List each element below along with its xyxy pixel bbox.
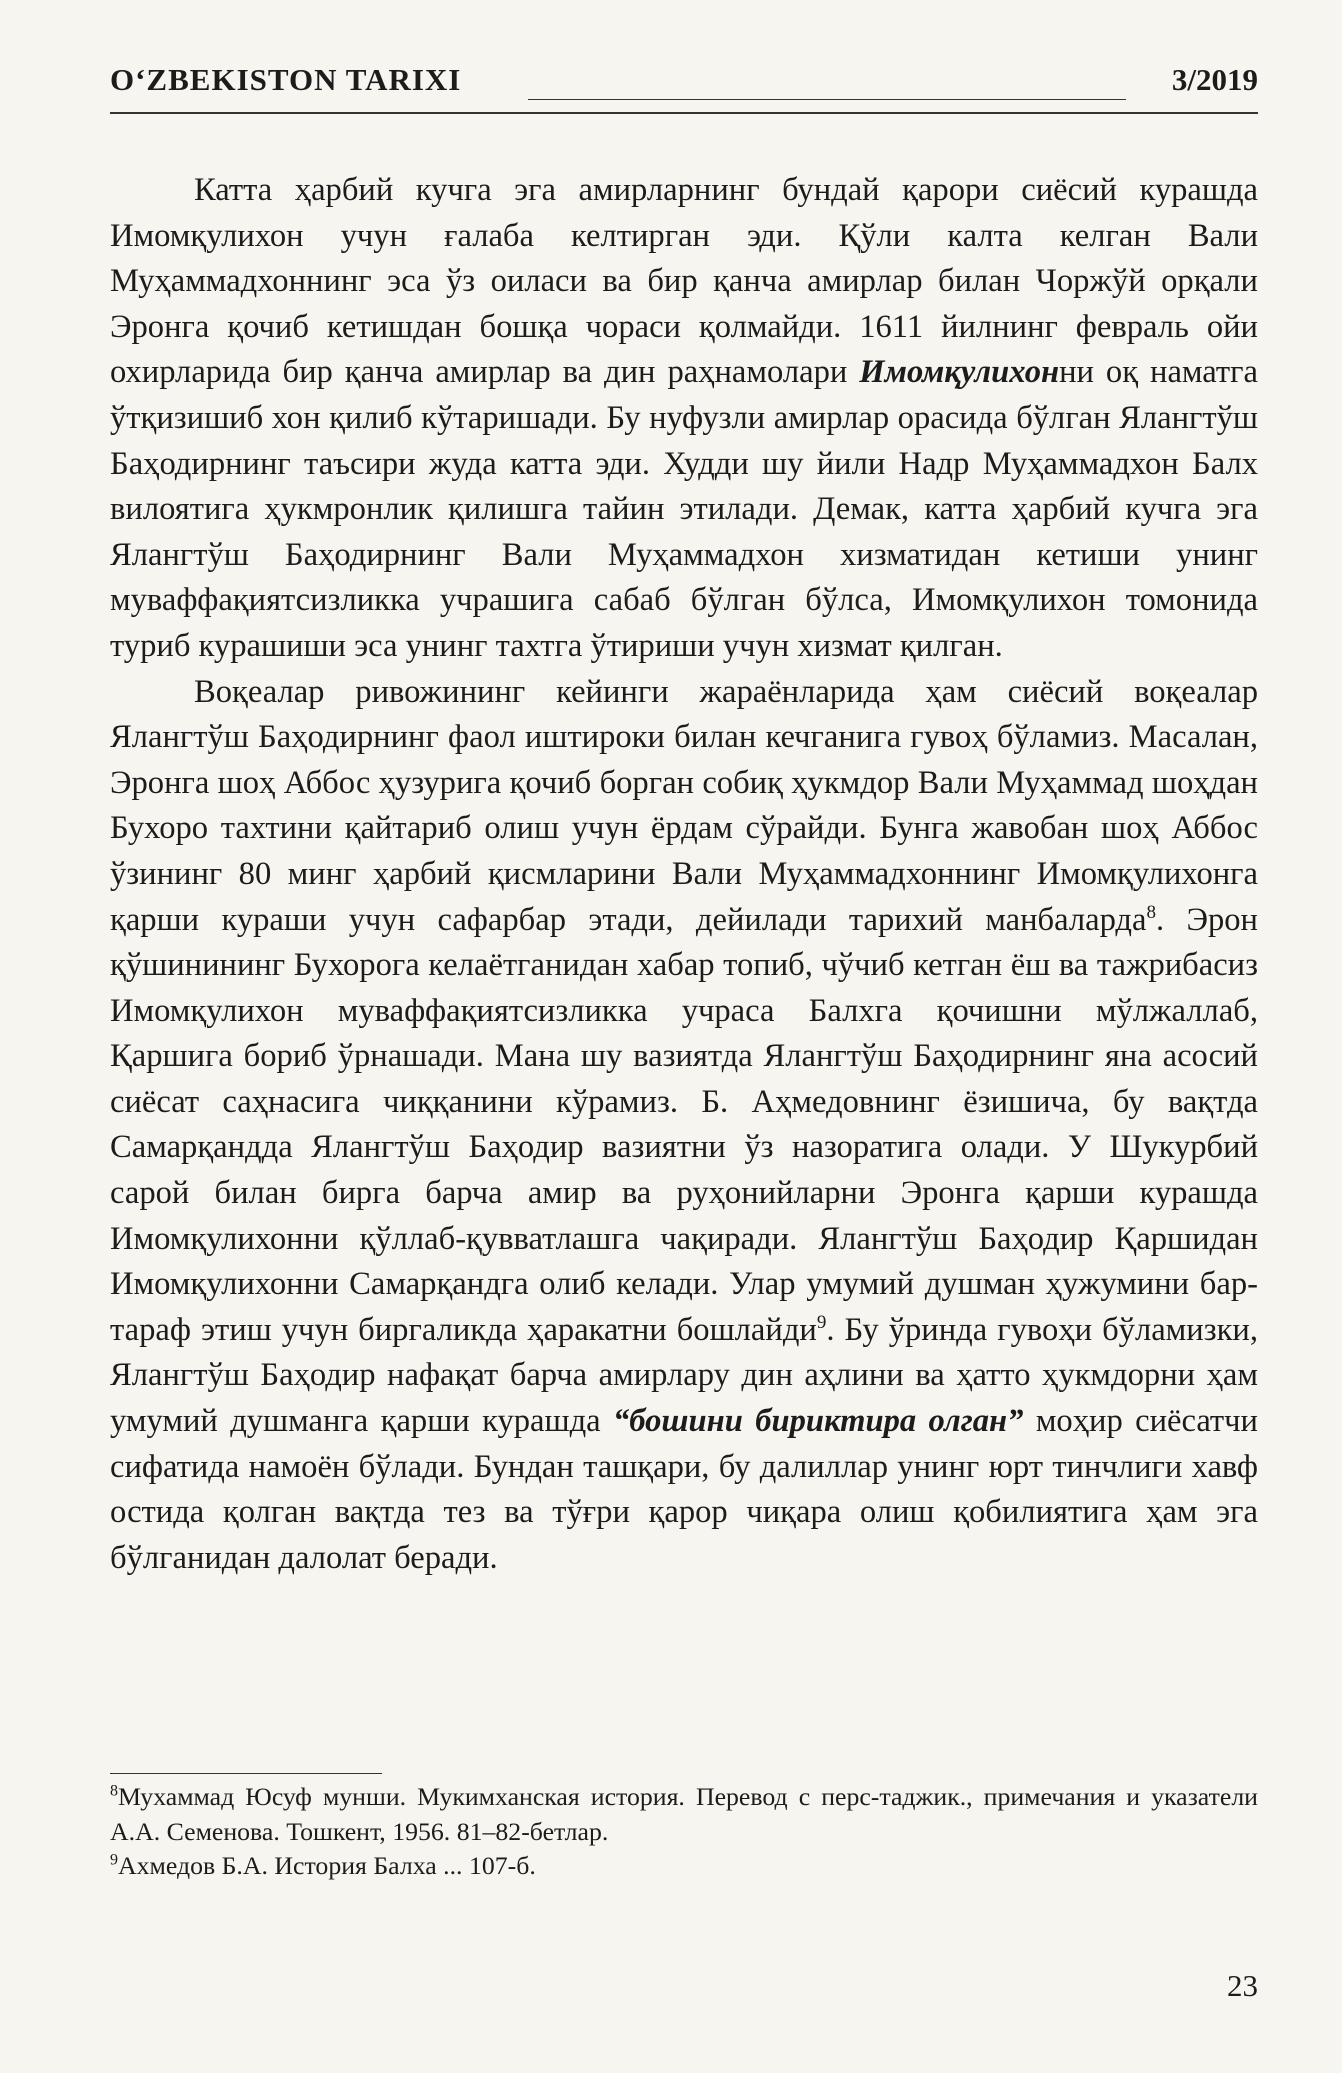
article-body xyxy=(110,168,1258,1581)
paragraph-text: Катта ҳарбий кучга эга амирларнинг бундай қарори сиёсий курашда Имомқулихон учун ғалаба келтирган эди. Қўли калта келган Вали Муҳаммадхоннинг эса ўз оиласи ва бир қанча амирлар билан Чоржўй орқали Эронга қочиб кетишдан бошқа чораси қолмайди. 1611 йилнинг февраль ойи охирларида бир қанча амирлар ва дин раҳнамолари xyxy=(110,172,1258,391)
footnote-ref-8[interactable]: 8 xyxy=(1146,901,1156,923)
footnote-ref-9[interactable]: 9 xyxy=(816,1311,827,1333)
paragraph-text: . Эрон қўшинининг Бухорога келаётганидан хабар топиб, чўчиб кетган ёш ва тажрибасиз Имомқулихон муваффақиятсизликка учраса Балхга қочишни мўлжаллаб, Қаршига бориб ўрнашади. Мана шу вазиятда Ялангтўш Баҳодирнинг яна асосий сиёсат саҳнасига чиққанини кўрамиз. Б. Аҳмедовнинг ёзишича, бу вақтда Самарқандда Ялангтўш Баҳодир вазиятни ўз назоратига олади. У Шукурбий сарой билан бирга барча амир ва руҳонийларни Эронга қарши курашда Имомқулихонни қўллаб-қувватлашга чақиради. Ялангтўш Баҳодир Қаршидан Имомқулихонни Самарқандга олиб келади. Улар умумий душман ҳужумини бартараф этиш учун биргаликда ҳаракатни бошлайди xyxy=(110,901,1258,1348)
footnotes xyxy=(110,1780,1258,1884)
footnote-number: 8 xyxy=(110,1782,118,1800)
header-rule xyxy=(528,99,1126,100)
footnote-9 xyxy=(110,1849,1258,1884)
footnote-separator xyxy=(110,1773,382,1774)
paragraph-1 xyxy=(110,168,1258,670)
paragraph-text: . Бу ўринда гувоҳи бўламизки, Ялангтўш Баҳодир нафақат барча амирлару дин аҳлини ва ҳатто ҳукмдорни ҳам умумий душманга қарши курашда xyxy=(110,1311,1258,1440)
emphasis-name: Имомқулихон xyxy=(859,354,1060,391)
journal-title: O‘ZBEKISTON TARIXI xyxy=(110,62,462,97)
running-header xyxy=(110,62,1258,114)
footnote-8 xyxy=(110,1780,1258,1849)
paragraph-text: ни оқ наматга ўтқизишиб хон қилиб кўтаришади. Бу нуфузли амирлар орасида бўлган Ялангтўш Баҳодирнинг таъсири жуда катта эди. Худди шу йили Надр Муҳаммадхон Балх вилоятига ҳукмронлик қилишга тайин этилади. Демак, катта ҳарбий кучга эга Ялангтўш Баҳодирнинг Вали Муҳаммадхон хизматидан кетиши унинг муваффақиятсизликка учрашига сабаб бўлган бўлса, Имомқулихон томонида туриб курашиши эса унинг тахтга ўтириши учун хизмат қилган. xyxy=(110,354,1258,664)
emphasis-quote: “бошини бириктира олган” xyxy=(613,1403,1024,1440)
footnote-text: Мухаммад Юсуф мунши. Мукимханская история. Перевод с перс-таджик., примечания и указатели А.А. Семенова. Тошкент, 1956. 81–82-бетлар. xyxy=(110,1782,1258,1846)
footnote-number: 9 xyxy=(110,1851,118,1869)
page-number: 23 xyxy=(1227,1968,1258,2003)
issue-number: 3/2019 xyxy=(1171,62,1258,97)
paragraph-text: моҳир сиёсатчи сифатида намоён бўлади. Бундан ташқари, бу далиллар унинг юрт тинчлиги хавф остида қолган вақтда тез ва тўғри қарор чиқара олиш қобилиятига ҳам эга бўлганидан далолат беради. xyxy=(110,1403,1258,1576)
footnote-text: Ахмедов Б.А. История Балха ... 107-б. xyxy=(118,1851,536,1880)
paragraph-text: Воқеалар ривожининг кейинги жараёнларида ҳам сиёсий воқеалар Ялангтўш Баҳодирнинг фаол иштироки билан кечганига гувоҳ бўламиз. Масалан, Эронга шоҳ Аббос ҳузурига қочиб борган собиқ ҳукмдор Вали Муҳаммад шоҳдан Бухоро тахтини қайтариб олиш учун ёрдам сўрайди. Бунга жавобан шоҳ Аббос ўзининг 80 минг ҳарбий қисмларини Вали Муҳаммадхоннинг Имомқулихонга қарши кураши учун сафарбар этади, дейилади тарихий манбаларда xyxy=(110,673,1258,938)
paragraph-2 xyxy=(110,670,1258,1582)
